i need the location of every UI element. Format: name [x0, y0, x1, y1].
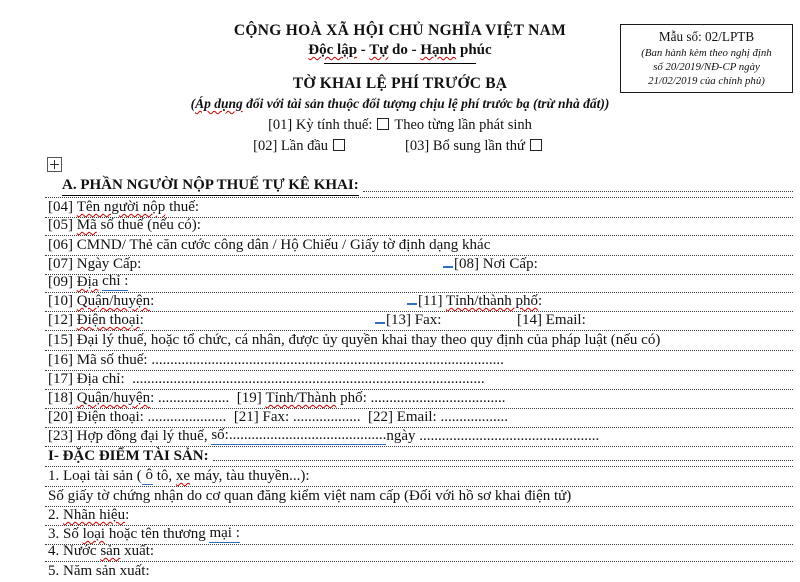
form-row-20-21-22: [20] Điện thoại: ..................... [21] Fax: .................. [22] Email: ..................: [45, 409, 793, 428]
checkbox-bo-sung-lan-thu[interactable]: [530, 139, 542, 151]
field-label-10: [10] Quận/huyện:: [48, 292, 155, 309]
form-row-04: [04] Tên người nộp thuế:: [45, 198, 793, 218]
field-label-14: [14] Email:: [517, 311, 586, 328]
field-label-07: [07] Ngày Cấp:: [48, 255, 142, 272]
field-label-08: [08] Nơi Cấp:: [443, 256, 538, 273]
form-row-12-13-14: [45, 312, 793, 331]
form-number-note: (Ban hành kèm theo nghị định số 20/2019/NĐ-CP ngày 21/02/2019 của chính phủ): [641, 47, 772, 88]
grammar-mark-icon: [375, 320, 385, 324]
section-i-heading-row: [45, 447, 793, 467]
checkbox-lan-dau[interactable]: [333, 139, 345, 151]
dotted-fill-line: [213, 460, 793, 461]
section-a-heading-row: [45, 170, 793, 198]
national-title: CỘNG HOÀ XÃ HỘI CHỦ NGHĨA VIỆT NAM: [233, 22, 567, 39]
motto-line: Độc lập - Tự do - Hạnh phúc: [308, 41, 492, 58]
form-subtitle: (Áp dụng đối với tài sản thuộc đối tượng chịu lệ phí trước bạ (trừ nhà đất)): [190, 95, 610, 111]
form-body: [45, 170, 793, 582]
form-row-23: [23] Hợp đồng đại lý thuế, số:.......................................... ngày ................................................: [45, 428, 793, 447]
tax-period-line: [01] Kỳ tính thuế: Theo từng lần phát sinh: [268, 117, 532, 134]
form-row-16: [16] Mã số thuế: ..............................................................................................: [45, 351, 793, 371]
asset-row-5: 5. Năm sản xuất:: [48, 563, 150, 579]
field-label-11: [11] Tỉnh/thành phố:: [407, 293, 542, 310]
grammar-mark-icon: [443, 264, 453, 268]
grammar-mark-icon: [407, 301, 417, 305]
section-a-heading: A. PHẦN NGƯỜI NỘP THUẾ TỰ KÊ KHAI:: [62, 177, 359, 196]
form-row-05: [05] Mã số thuế (nếu có):: [45, 218, 793, 236]
field-label-12: [12] Điện thoại:: [48, 311, 144, 328]
asset-row-1b: Số giấy tờ chứng nhận do cơ quan đăng kiểm việt nam cấp (Đối với hồ sơ khai điện tử): [45, 487, 793, 507]
motto-underline: [324, 63, 476, 64]
field-label-13: [13] Fax:: [375, 312, 441, 329]
asset-row-2: 2. Nhãn hiệu :: [45, 507, 793, 526]
dotted-fill-line: [363, 191, 793, 192]
form-row-18-19: [18] Quận/huyện : ................... [19] Tỉnh/Thành phố: ....................................: [45, 390, 793, 409]
declaration-type-line: [02] Lần đầu [03] Bổ sung lần thứ: [0, 138, 800, 155]
checkbox-theo-tung-lan-phat-sinh[interactable]: [377, 118, 389, 130]
form-number-box: [620, 24, 793, 93]
form-row-06: [06] CMND/ Thẻ căn cước công dân / Hộ Chiếu / Giấy tờ định dạng khác: [45, 236, 793, 256]
form-title: TỜ KHAI LỆ PHÍ TRƯỚC BẠ: [292, 75, 508, 93]
form-row-09: [09] Địa chỉ :: [45, 275, 793, 293]
form-row-07-08: [45, 256, 793, 275]
asset-row-4: 4. Nước sản xuất:: [45, 545, 793, 562]
asset-row-1: 1. Loại tài sản ( ô tô, xe máy, tàu thuyền...):: [45, 467, 793, 487]
form-row-15: [15] Đại lý thuế, hoặc tổ chức, cá nhân, được ủy quyền khai thay theo quy định của pháp luật (nếu có): [45, 331, 793, 351]
form-number-label: Mẫu số: 02/LPTB: [658, 29, 755, 44]
form-row-17: [17] Địa chỉ: ..............................................................................................: [45, 371, 793, 390]
form-row-10-11: [45, 293, 793, 312]
section-i-heading: I- ĐẶC ĐIỂM TÀI SẢN:: [48, 447, 209, 464]
asset-row-3: 3. Số loại hoặc tên thương mại :: [45, 526, 793, 545]
